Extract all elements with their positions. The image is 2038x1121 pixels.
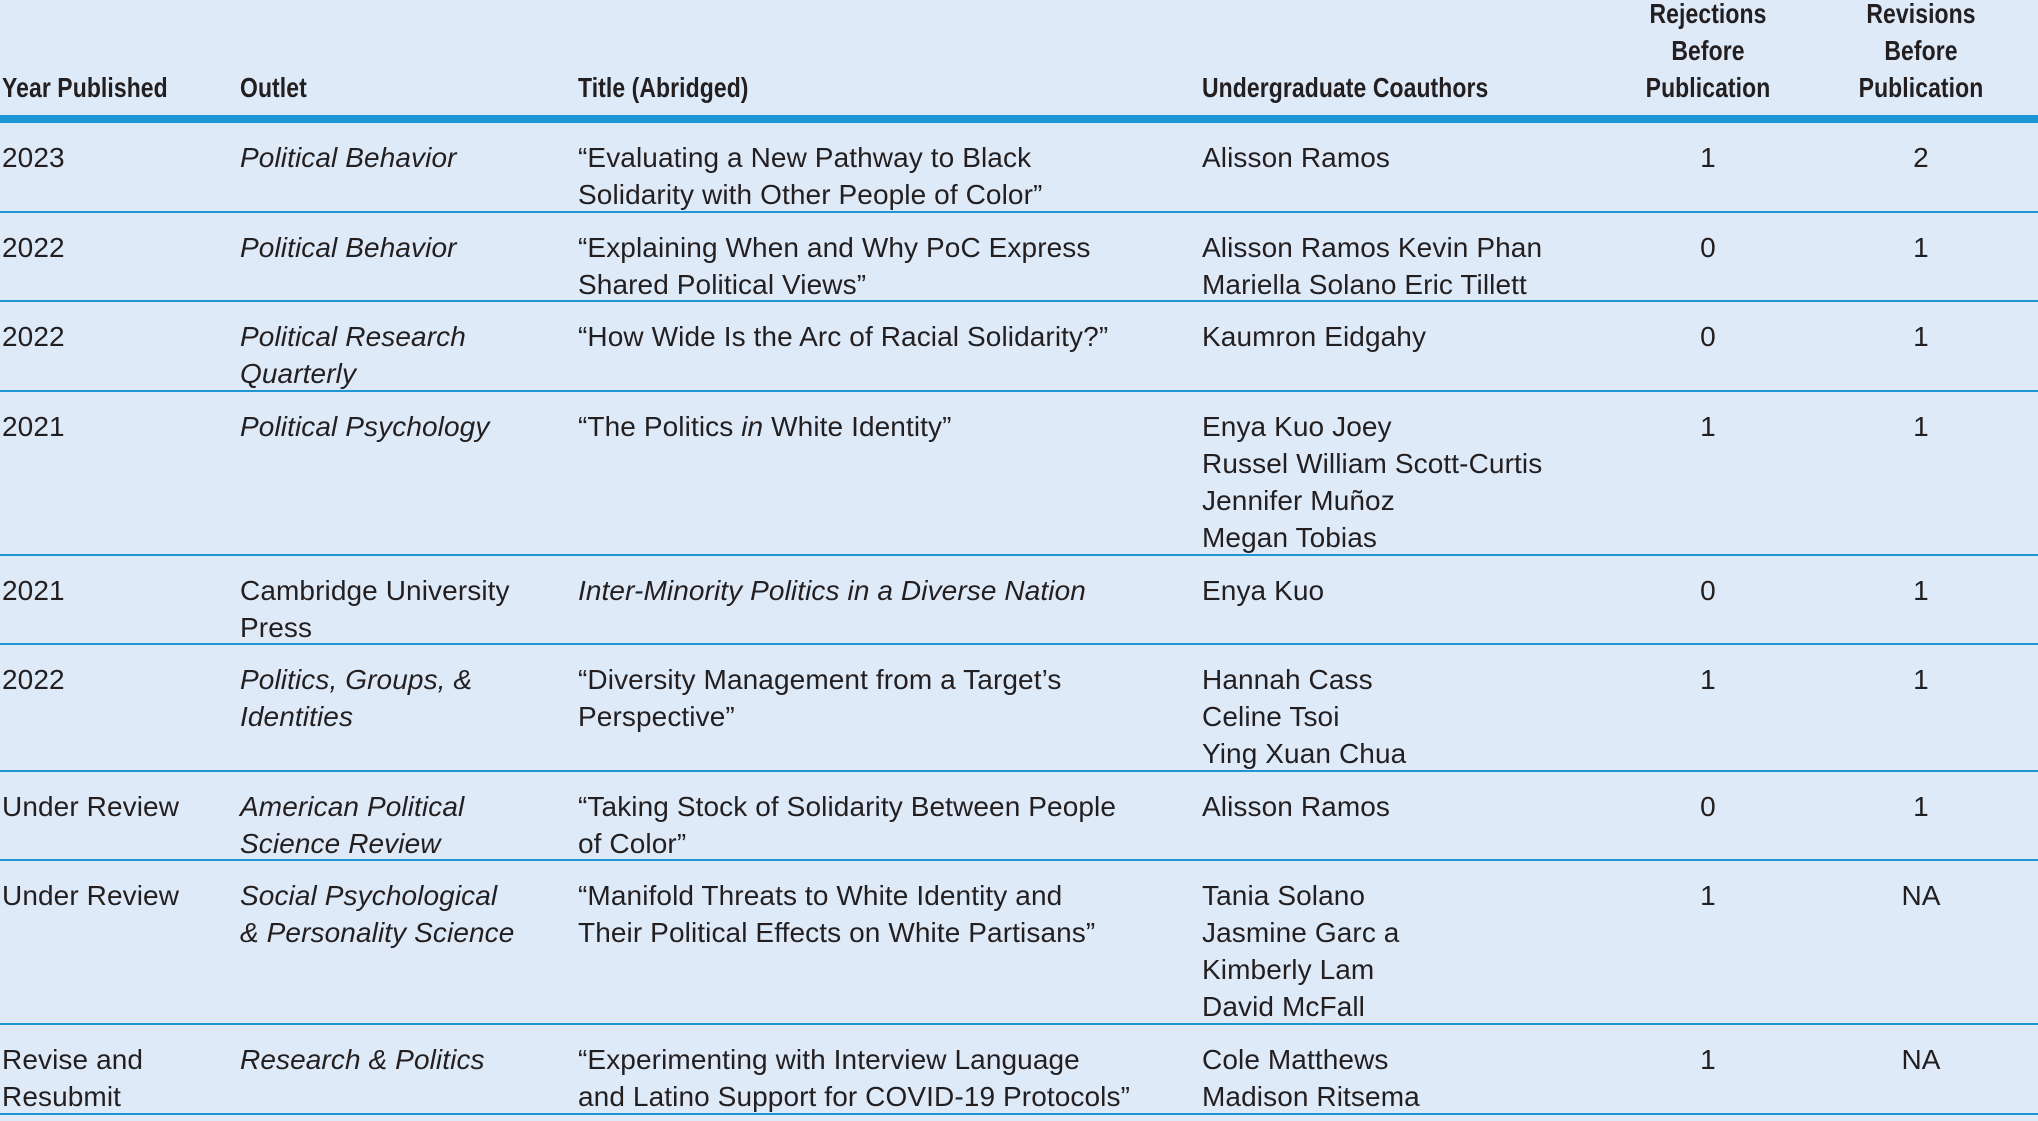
coauthors-cell: Alisson Ramos <box>1202 791 1391 822</box>
title-text-end: White Identity” <box>763 411 952 442</box>
coauthors-cell: Alisson Ramos <box>1202 142 1391 173</box>
coauthors-cell: Tania Solano Jasmine Garc a Kimberly Lam David McFall <box>1202 880 1400 1022</box>
title-cell: Inter-Minority Politics in a Diverse Nation <box>578 575 1086 606</box>
outlet-cell: Research & Politics <box>240 1044 485 1075</box>
title-cell <box>578 392 1202 445</box>
header-title: Title (Abridged) <box>578 72 749 103</box>
year-cell: 2022 <box>2 232 65 263</box>
rejections-cell: 1 <box>1700 411 1716 442</box>
coauthors-cell: Enya Kuo <box>1202 575 1325 606</box>
outlet-cell: Politics, Groups, & Identities <box>240 664 473 732</box>
outlet-cell: Political Psychology <box>240 411 490 442</box>
rejections-cell: 0 <box>1700 791 1716 822</box>
coauthors-cell: Alisson Ramos Kevin Phan Mariella Solano Eric Tillett <box>1202 232 1543 300</box>
outlet-cell: American Political Science Review <box>240 791 465 859</box>
table-row <box>0 861 2038 1025</box>
table-row <box>0 556 2038 645</box>
table-row <box>0 123 2038 213</box>
title-cell: “Taking Stock of Solidarity Between People of Color” <box>578 791 1117 859</box>
rejections-cell: 0 <box>1700 232 1716 263</box>
title-cell: “How Wide Is the Arc of Racial Solidarity?” <box>578 321 1109 352</box>
rejections-cell: 1 <box>1700 664 1716 695</box>
header-outlet: Outlet <box>240 72 307 103</box>
revisions-cell: 2 <box>1913 142 1929 173</box>
revisions-cell: 1 <box>1913 411 1929 442</box>
table-row <box>0 1025 2038 1115</box>
year-cell: 2023 <box>2 142 65 173</box>
year-cell: 2021 <box>2 411 65 442</box>
coauthors-cell: Hannah Cass Celine Tsoi Ying Xuan Chua <box>1202 664 1407 769</box>
rejections-cell: 1 <box>1700 880 1716 911</box>
rejections-cell: 1 <box>1700 142 1716 173</box>
table-row <box>0 645 2038 772</box>
revisions-cell: 1 <box>1913 575 1929 606</box>
title-cell: “Experimenting with Interview Language and Latino Support for COVID-19 Protocols” <box>578 1044 1131 1112</box>
header-revisions-before-publication: Revisions Before Publication <box>1858 0 1984 103</box>
table-row <box>0 213 2038 302</box>
coauthors-cell: Cole Matthews Madison Ritsema <box>1202 1044 1420 1112</box>
revisions-cell: 1 <box>1913 791 1929 822</box>
header-rejections-before-publication: Rejections Before Publication <box>1645 0 1771 103</box>
outlet-cell: Political Research Quarterly <box>240 321 466 389</box>
revisions-cell: NA <box>1901 1044 1941 1075</box>
coauthors-cell: Enya Kuo Joey Russel William Scott-Curtis Jennifer Muñoz Megan Tobias <box>1202 411 1543 553</box>
title-cell: “Explaining When and Why PoC Express Shared Political Views” <box>578 232 1091 300</box>
revisions-cell: NA <box>1901 880 1941 911</box>
title-cell: “Manifold Threats to White Identity and Their Political Effects on White Partisans” <box>578 880 1096 948</box>
year-cell: 2022 <box>2 321 65 352</box>
revisions-cell: 1 <box>1913 664 1929 695</box>
year-cell: Revise and Resubmit <box>2 1044 144 1112</box>
year-cell: Under Review <box>2 791 180 822</box>
title-cell: “Evaluating a New Pathway to Black Solidarity with Other People of Color” <box>578 142 1043 210</box>
revisions-cell: 1 <box>1913 232 1929 263</box>
coauthors-cell: Kaumron Eidgahy <box>1202 321 1427 352</box>
outlet-cell: Social Psychological & Personality Science <box>240 880 515 948</box>
revisions-cell: 1 <box>1913 321 1929 352</box>
rejections-cell: 0 <box>1700 575 1716 606</box>
title-cell: “Diversity Management from a Target’s Perspective” <box>578 664 1062 732</box>
outlet-cell: Cambridge University Press <box>240 575 510 643</box>
title-text-start: “The Politics <box>578 411 742 442</box>
table-row <box>0 772 2038 861</box>
year-cell: 2021 <box>2 575 65 606</box>
outlet-cell: Political Behavior <box>240 142 457 173</box>
year-cell: 2022 <box>2 664 65 695</box>
outlet-cell: Political Behavior <box>240 232 457 263</box>
year-cell: Under Review <box>2 880 180 911</box>
header-year-published: Year Published <box>2 72 168 103</box>
header-undergraduate-coauthors: Undergraduate Coauthors <box>1202 72 1489 103</box>
rejections-cell: 0 <box>1700 321 1716 352</box>
table-row <box>0 392 2038 556</box>
table-row <box>0 302 2038 392</box>
table-header-row <box>0 0 2038 123</box>
title-text-emphasis: in <box>741 411 764 442</box>
rejections-cell: 1 <box>1700 1044 1716 1075</box>
